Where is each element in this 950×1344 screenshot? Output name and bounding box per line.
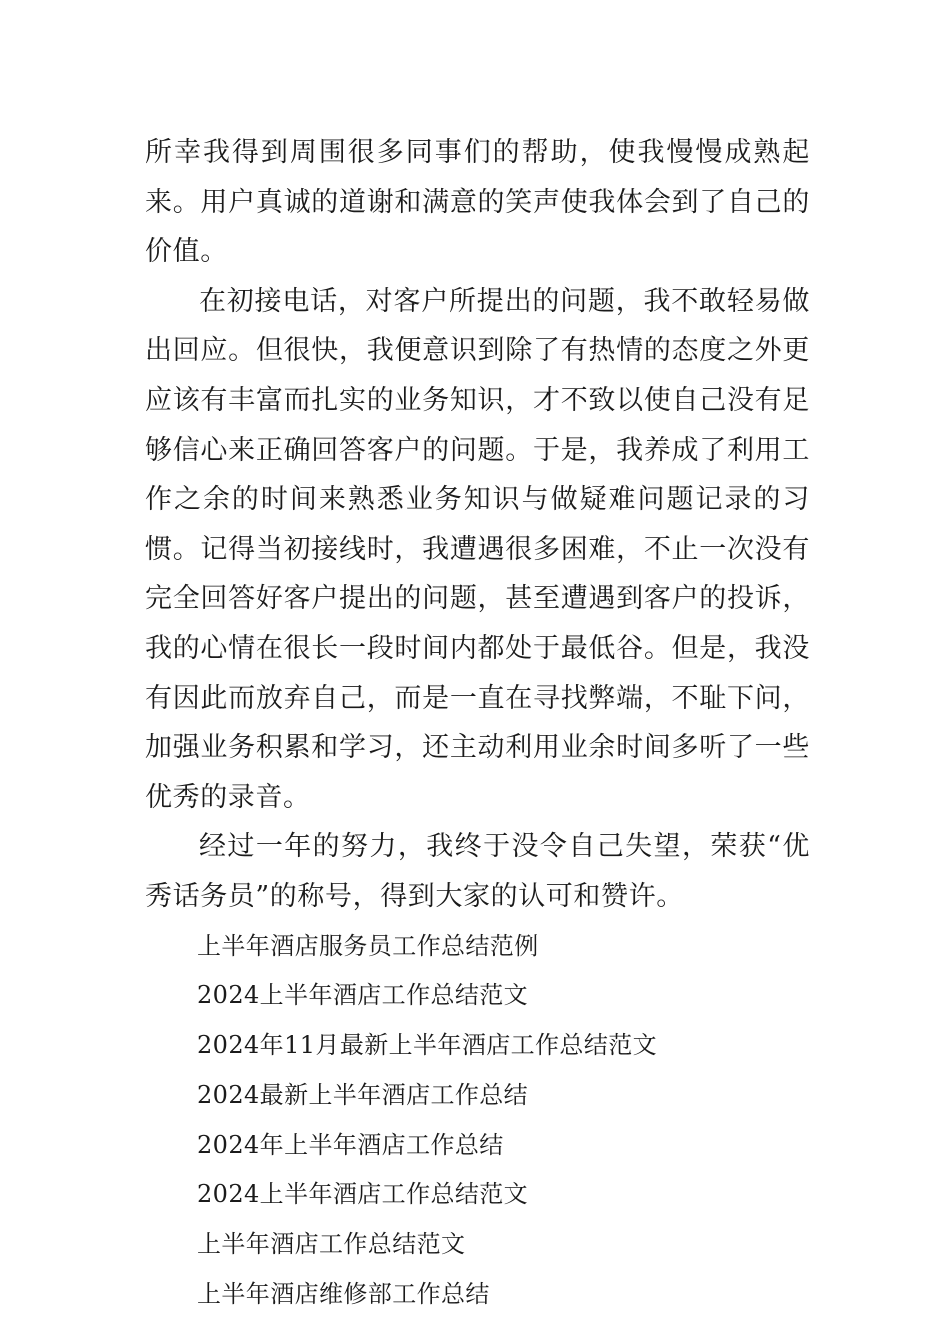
related-link[interactable]: 2024上半年酒店工作总结范文 xyxy=(197,981,529,1010)
related-link[interactable]: 上半年酒店工作总结范文 xyxy=(197,1230,466,1259)
related-link[interactable]: 上半年酒店维修部工作总结 xyxy=(197,1280,490,1309)
related-link[interactable]: 2024最新上半年酒店工作总结 xyxy=(197,1080,529,1109)
document-body xyxy=(145,128,810,1320)
paragraph-continuation: 所幸我得到周围很多同事们的帮助，使我慢慢成熟起来。用户真诚的道谢和满意的笑声使我体会到了自己的价值。 xyxy=(145,137,810,268)
related-link[interactable]: 上半年酒店服务员工作总结范例 xyxy=(197,931,539,960)
related-link[interactable]: 2024上半年酒店工作总结范文 xyxy=(197,1180,529,1209)
paragraph-learning: 在初接电话，对客户所提出的问题，我不敢轻易做出回应。但很快，我便意识到除了有热情的态度之外更应该有丰富而扎实的业务知识，才不致以使自己没有足够信心来正确回答客户的问题。于是，我养成了利用工作之余的时间来熟悉业务知识与做疑难问题记录的习惯。记得当初接线时，我遭遇很多困难，不止一次没有完全回答好客户提出的问题，甚至遭遇到客户的投诉，我的心情在很长一段时间内都处于最低谷。但是，我没有因此而放弃自己，而是一直在寻找弊端，不耻下问，加强业务积累和学习，还主动利用业余时间多听了一些优秀的录音。 xyxy=(145,285,810,813)
related-links-list xyxy=(145,922,810,1320)
related-link[interactable]: 2024年上半年酒店工作总结 xyxy=(197,1130,504,1159)
related-link[interactable]: 2024年11月最新上半年酒店工作总结范文 xyxy=(197,1031,658,1060)
paragraph-achievement: 经过一年的努力，我终于没令自己失望，荣获“优秀话务员”的称号，得到大家的认可和赞许。 xyxy=(145,831,810,912)
